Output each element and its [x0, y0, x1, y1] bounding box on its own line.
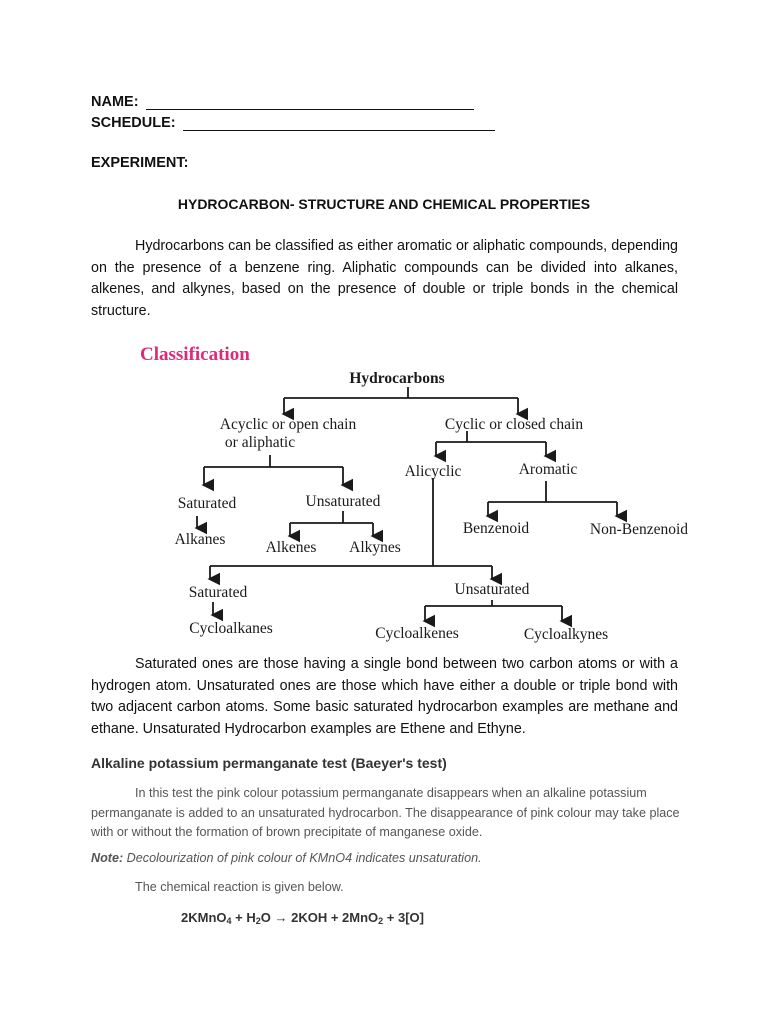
classification-diagram: [0, 330, 768, 650]
eq-part3: O → 2KOH + 2MnO: [260, 910, 379, 925]
saturation-paragraph: [91, 654, 678, 740]
node-aromatic: Aromatic: [518, 461, 578, 478]
node-cycloalkenes: Cycloalkenes: [375, 625, 459, 642]
node-alkanes: Alkanes: [174, 531, 226, 548]
node-cyclic: Cyclic or closed chain: [444, 416, 584, 433]
node-cycloalkynes: Cycloalkynes: [523, 626, 609, 643]
name-blank-line: [146, 109, 474, 110]
name-field: [91, 94, 139, 110]
page-title: HYDROCARBON- STRUCTURE AND CHEMICAL PROPERTIES: [177, 196, 591, 212]
eq-part4: + 3[O]: [383, 910, 424, 925]
node-alkenes: Alkenes: [265, 539, 317, 556]
intro-paragraph: [91, 236, 678, 322]
node-cyc-saturated: Saturated: [188, 584, 248, 601]
schedule-label: SCHEDULE:: [91, 115, 176, 131]
node-saturated: Saturated: [177, 495, 237, 512]
eq-part1: 2KMnO: [181, 910, 227, 925]
chemical-equation: [181, 910, 424, 926]
schedule-blank-line: [183, 130, 495, 131]
node-hydrocarbons: Hydrocarbons: [349, 370, 445, 387]
eq-sub1: 4: [226, 916, 232, 926]
experiment-label: EXPERIMENT:: [91, 155, 189, 171]
node-alicyclic: Alicyclic: [404, 463, 462, 480]
node-non-benzenoid: Non-Benzenoid: [589, 521, 689, 538]
eq-sub2: 2: [255, 916, 261, 926]
node-cycloalkanes: Cycloalkanes: [189, 620, 273, 637]
node-unsaturated: Unsaturated: [305, 493, 381, 510]
node-acyclic-line2: or aliphatic: [224, 434, 296, 451]
note: [91, 851, 482, 865]
diagram-heading: Classification: [140, 344, 250, 365]
eq-sub3: 2: [378, 916, 384, 926]
node-acyclic-line1: Acyclic or open chain: [219, 416, 357, 433]
node-benzenoid: Benzenoid: [462, 520, 530, 537]
note-text: Decolourization of pink colour of KMnO4 indicates unsaturation.: [123, 851, 482, 865]
node-alkynes: Alkynes: [349, 539, 401, 556]
test-title: Alkaline potassium permanganate test (Baeyer's test): [91, 755, 447, 771]
name-label: NAME:: [91, 94, 139, 110]
saturation-text: Saturated ones are those having a single bond between two carbon atoms or with a hydrogen atom. Unsaturated ones are those which have either a double or triple bond with two adjacent carbon atoms. Some basic saturated hydrocarbon examples are methane and ethane. Unsaturated Hydrocarbon examples are Ethene and Ethyne.: [91, 656, 678, 737]
note-label: Note:: [91, 851, 124, 865]
reaction-intro: The chemical reaction is given below.: [135, 880, 344, 894]
eq-part2: + H: [231, 910, 256, 925]
schedule-field: [91, 115, 176, 131]
node-cyc-unsaturated: Unsaturated: [454, 581, 530, 598]
test-paragraph: [91, 784, 681, 843]
intro-text: Hydrocarbons can be classified as either aromatic or aliphatic compounds, depending on the presence of a benzene ring. Aliphatic compounds can be divided into alkanes, alkenes, and alkynes, based on the presence of double or triple bonds in the chemical structure.: [91, 238, 678, 319]
test-text: In this test the pink colour potassium permanganate disappears when an alkaline potassium permanganate is added to an unsaturated hydrocarbon. The disappearance of pink colour may take place with or without the formation of brown precipitate of manganese oxide.: [91, 786, 680, 839]
